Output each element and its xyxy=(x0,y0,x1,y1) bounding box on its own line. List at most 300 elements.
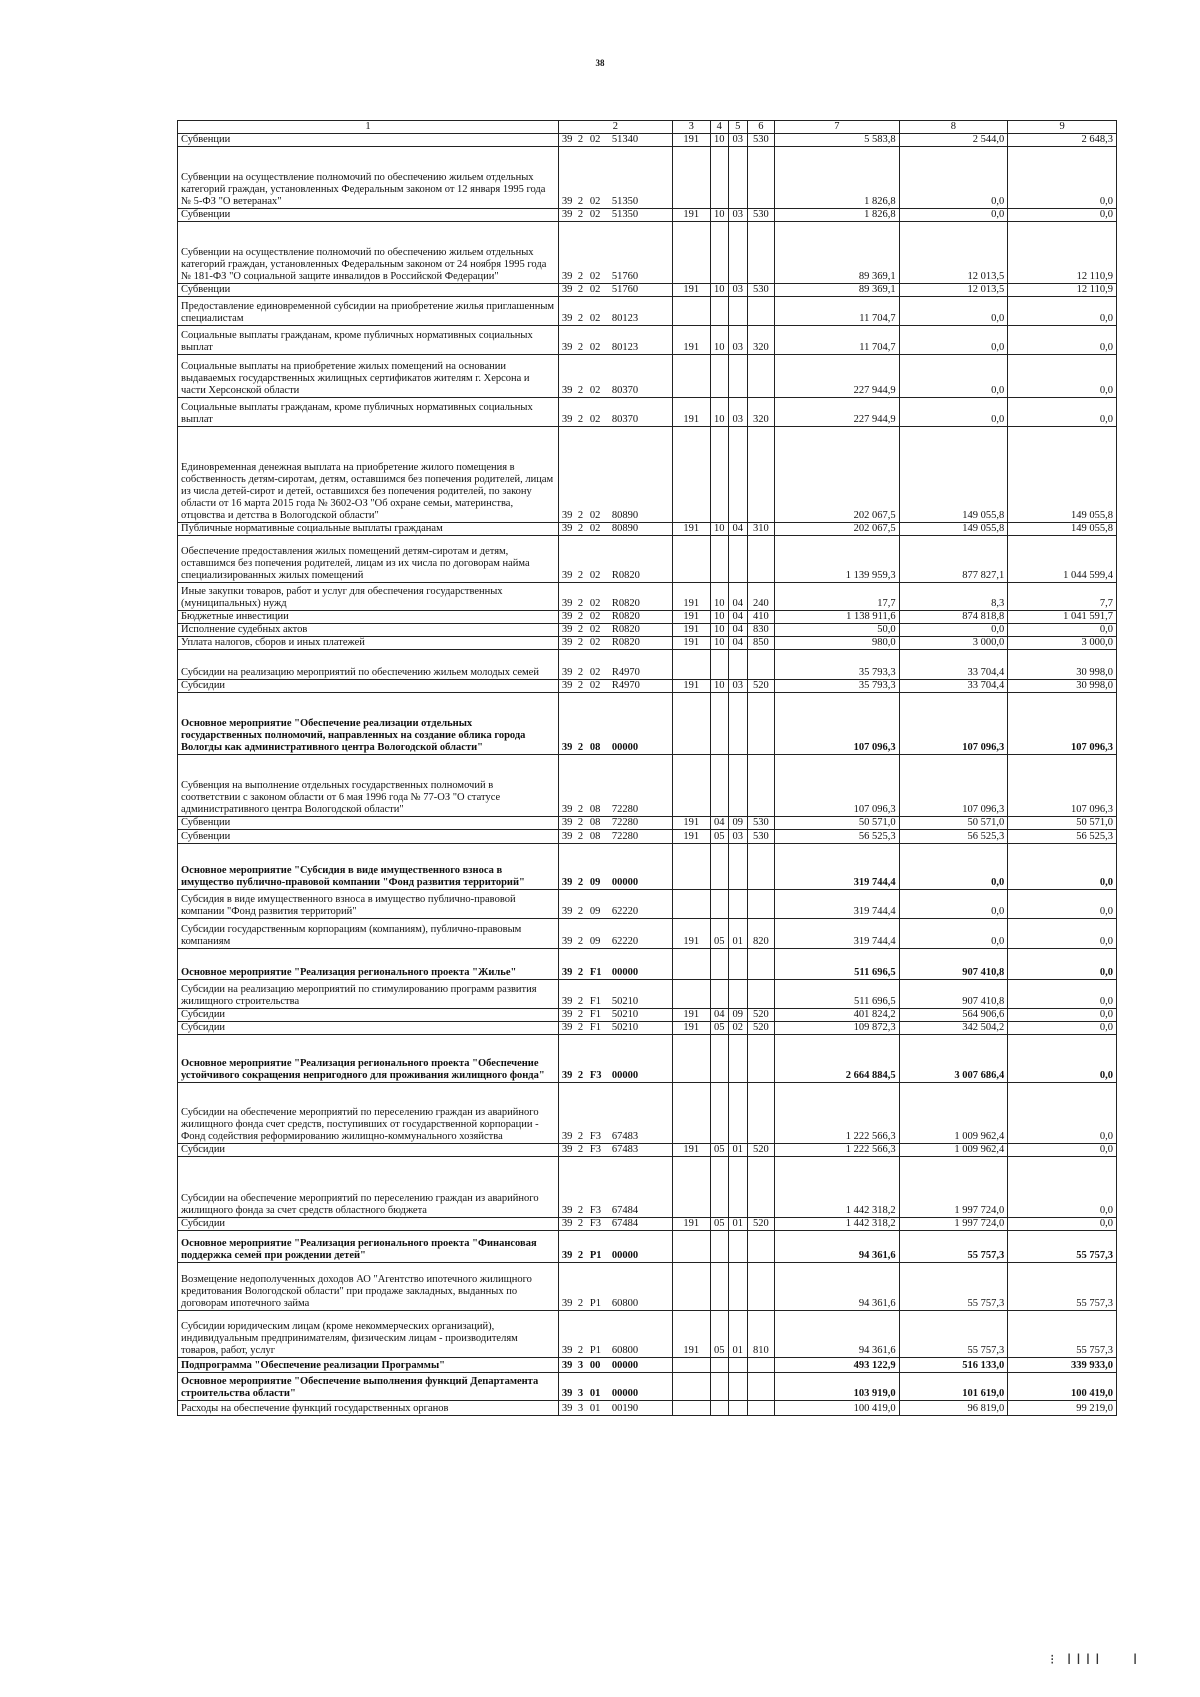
row-col3 xyxy=(672,755,710,817)
row-value-9: 0,0 xyxy=(1008,1218,1117,1231)
row-value-9: 0,0 xyxy=(1008,980,1117,1009)
row-code xyxy=(558,1231,672,1263)
row-value-8: 96 819,0 xyxy=(899,1401,1008,1416)
code-part: 08 xyxy=(589,831,601,842)
row-value-9: 2 648,3 xyxy=(1008,134,1117,147)
row-col4 xyxy=(710,1083,728,1144)
row-name: Обеспечение предоставления жилых помещений детям-сиротам и детям, оставшимся без попечения родителей, лицам из их числа по договорам найма специализированных жилых помещений xyxy=(178,536,559,583)
column-header: 3 xyxy=(672,121,710,134)
row-code xyxy=(558,949,672,980)
row-value-8: 101 619,0 xyxy=(899,1373,1008,1401)
row-col3 xyxy=(672,1231,710,1263)
code-part: P1 xyxy=(589,1345,601,1356)
table-body xyxy=(178,134,1117,1416)
table-row xyxy=(178,222,1117,284)
row-col5 xyxy=(728,1035,747,1083)
row-col6: 310 xyxy=(747,523,774,536)
row-value-8: 3 007 686,4 xyxy=(899,1035,1008,1083)
row-col5 xyxy=(728,693,747,755)
row-col4: 10 xyxy=(710,583,728,611)
row-name: Субсидии xyxy=(178,680,559,693)
column-header: 1 xyxy=(178,121,559,134)
row-col3: 191 xyxy=(672,830,710,844)
code-part: 02 xyxy=(589,196,601,207)
row-value-8: 1 997 724,0 xyxy=(899,1157,1008,1218)
code-part: 00000 xyxy=(611,742,639,753)
row-name: Иные закупки товаров, работ и услуг для обеспечения государственных (муниципальных) нужд xyxy=(178,583,559,611)
row-value-9: 99 219,0 xyxy=(1008,1401,1117,1416)
row-col6 xyxy=(747,693,774,755)
table-row xyxy=(178,1358,1117,1373)
row-value-8: 907 410,8 xyxy=(899,949,1008,980)
row-value-8: 0,0 xyxy=(899,844,1008,890)
row-value-8: 874 818,8 xyxy=(899,611,1008,624)
row-col4 xyxy=(710,1157,728,1218)
row-col5 xyxy=(728,1373,747,1401)
row-value-8: 907 410,8 xyxy=(899,980,1008,1009)
row-col4 xyxy=(710,355,728,398)
row-value-7: 109 872,3 xyxy=(775,1022,899,1035)
row-col4 xyxy=(710,755,728,817)
row-name: Субсидии на реализацию мероприятий по стимулированию программ развития жилищного строительства xyxy=(178,980,559,1009)
row-name: Субсидии xyxy=(178,1022,559,1035)
table-row xyxy=(178,1263,1117,1311)
row-col3 xyxy=(672,1157,710,1218)
code-part: 2 xyxy=(577,1250,584,1261)
row-value-9: 149 055,8 xyxy=(1008,523,1117,536)
row-value-9: 0,0 xyxy=(1008,1035,1117,1083)
code-part: F3 xyxy=(589,1144,601,1155)
row-value-7: 107 096,3 xyxy=(775,693,899,755)
row-name: Расходы на обеспечение функций государственных органов xyxy=(178,1401,559,1416)
row-col5 xyxy=(728,355,747,398)
row-col4: 10 xyxy=(710,326,728,355)
code-part: 00000 xyxy=(611,877,639,888)
row-col4 xyxy=(710,536,728,583)
row-code xyxy=(558,890,672,919)
row-value-9: 0,0 xyxy=(1008,209,1117,222)
code-part: F1 xyxy=(589,996,601,1007)
code-part: 02 xyxy=(589,209,601,220)
code-part: 39 xyxy=(561,414,573,425)
row-col4 xyxy=(710,980,728,1009)
table-row xyxy=(178,693,1117,755)
code-part: 2 xyxy=(577,906,584,917)
code-part: R4970 xyxy=(611,667,640,678)
row-col5: 01 xyxy=(728,919,747,949)
row-col5 xyxy=(728,1358,747,1373)
row-value-7: 227 944,9 xyxy=(775,398,899,427)
code-part: 62220 xyxy=(611,906,639,917)
code-part: 39 xyxy=(561,680,573,691)
row-value-8: 33 704,4 xyxy=(899,650,1008,680)
code-part: 39 xyxy=(561,817,573,828)
row-code xyxy=(558,1157,672,1218)
row-value-7: 319 744,4 xyxy=(775,844,899,890)
row-col3: 191 xyxy=(672,398,710,427)
row-col6: 820 xyxy=(747,919,774,949)
code-part: R0820 xyxy=(611,611,640,622)
row-col6: 530 xyxy=(747,209,774,222)
code-part: 02 xyxy=(589,510,601,521)
code-part: R0820 xyxy=(611,570,640,581)
row-col5: 04 xyxy=(728,637,747,650)
row-col4: 10 xyxy=(710,209,728,222)
row-name: Возмещение недополученных доходов АО "Агентство ипотечного жилищного кредитования Вологодской области" при продаже закладных, выданных по договорам ипотечного займа xyxy=(178,1263,559,1311)
table-row xyxy=(178,209,1117,222)
row-col5: 03 xyxy=(728,830,747,844)
code-part: 02 xyxy=(589,570,601,581)
row-name: Подпрограмма "Обеспечение реализации Программы" xyxy=(178,1358,559,1373)
row-name: Основное мероприятие "Реализация регионального проекта "Обеспечение устойчивого сокращения непригодного для проживания жилищного фонда" xyxy=(178,1035,559,1083)
row-col3: 191 xyxy=(672,1218,710,1231)
row-col5 xyxy=(728,755,747,817)
code-part: 39 xyxy=(561,271,573,282)
row-value-8: 0,0 xyxy=(899,890,1008,919)
row-value-7: 1 826,8 xyxy=(775,209,899,222)
row-col3: 191 xyxy=(672,624,710,637)
table-row xyxy=(178,817,1117,830)
row-name: Исполнение судебных актов xyxy=(178,624,559,637)
row-value-9: 30 998,0 xyxy=(1008,680,1117,693)
table-row xyxy=(178,1022,1117,1035)
code-part: 02 xyxy=(589,342,601,353)
row-col3: 191 xyxy=(672,611,710,624)
code-part: 39 xyxy=(561,804,573,815)
row-code xyxy=(558,297,672,326)
row-col4 xyxy=(710,1035,728,1083)
row-value-8: 8,3 xyxy=(899,583,1008,611)
row-code xyxy=(558,817,672,830)
code-part: 2 xyxy=(577,936,584,947)
row-value-9: 0,0 xyxy=(1008,1157,1117,1218)
code-part: 51350 xyxy=(611,209,639,220)
row-value-7: 319 744,4 xyxy=(775,890,899,919)
row-value-8: 1 997 724,0 xyxy=(899,1218,1008,1231)
row-col5 xyxy=(728,1401,747,1416)
row-col5: 03 xyxy=(728,134,747,147)
row-col3 xyxy=(672,980,710,1009)
table-row xyxy=(178,427,1117,523)
code-part: 2 xyxy=(577,342,584,353)
row-col5 xyxy=(728,147,747,209)
row-code xyxy=(558,1373,672,1401)
row-name: Субвенции xyxy=(178,830,559,844)
table-row xyxy=(178,1035,1117,1083)
row-col6: 850 xyxy=(747,637,774,650)
row-code xyxy=(558,523,672,536)
code-part: 39 xyxy=(561,877,573,888)
row-value-8: 0,0 xyxy=(899,398,1008,427)
column-header: 7 xyxy=(775,121,899,134)
code-part: 2 xyxy=(577,1345,584,1356)
row-col5 xyxy=(728,1157,747,1218)
column-header: 4 xyxy=(710,121,728,134)
code-part: 39 xyxy=(561,385,573,396)
code-part: 02 xyxy=(589,284,601,295)
row-name: Субвенции xyxy=(178,284,559,297)
row-value-8: 55 757,3 xyxy=(899,1231,1008,1263)
row-value-7: 94 361,6 xyxy=(775,1311,899,1358)
code-part: 2 xyxy=(577,1205,584,1216)
code-part: 2 xyxy=(577,877,584,888)
row-value-9: 7,7 xyxy=(1008,583,1117,611)
code-part: 00000 xyxy=(611,967,639,978)
row-value-7: 1 222 566,3 xyxy=(775,1144,899,1157)
row-col5 xyxy=(728,890,747,919)
row-value-8: 0,0 xyxy=(899,919,1008,949)
row-col4: 05 xyxy=(710,1144,728,1157)
table-row xyxy=(178,890,1117,919)
row-value-8: 877 827,1 xyxy=(899,536,1008,583)
table-row xyxy=(178,650,1117,680)
row-col4 xyxy=(710,297,728,326)
code-part: R0820 xyxy=(611,598,640,609)
column-header: 2 xyxy=(558,121,672,134)
row-value-9: 55 757,3 xyxy=(1008,1311,1117,1358)
code-part: R0820 xyxy=(611,637,640,648)
row-value-8: 149 055,8 xyxy=(899,523,1008,536)
row-col4 xyxy=(710,1373,728,1401)
row-value-7: 107 096,3 xyxy=(775,755,899,817)
table-row xyxy=(178,355,1117,398)
code-part: F1 xyxy=(589,1022,601,1033)
row-value-7: 94 361,6 xyxy=(775,1263,899,1311)
row-col3 xyxy=(672,693,710,755)
row-value-7: 100 419,0 xyxy=(775,1401,899,1416)
row-col3 xyxy=(672,536,710,583)
row-col4 xyxy=(710,1263,728,1311)
code-part: 39 xyxy=(561,1360,573,1371)
page-number: 38 xyxy=(595,58,605,68)
code-part: 39 xyxy=(561,284,573,295)
table-row xyxy=(178,949,1117,980)
code-part: 2 xyxy=(577,510,584,521)
row-code xyxy=(558,693,672,755)
row-col3: 191 xyxy=(672,523,710,536)
table-row xyxy=(178,398,1117,427)
row-name: Субсидии на обеспечение мероприятий по переселению граждан из аварийного жилищного фонда счет средств, поступивших от государственной корпорации - Фонд содействия реформированию жилищно-коммунального хозяйства xyxy=(178,1083,559,1144)
row-code xyxy=(558,398,672,427)
row-col3 xyxy=(672,427,710,523)
row-value-7: 511 696,5 xyxy=(775,980,899,1009)
row-col4 xyxy=(710,844,728,890)
code-part: 80370 xyxy=(611,414,639,425)
row-code xyxy=(558,1035,672,1083)
row-name: Социальные выплаты на приобретение жилых помещений на основании выдаваемых государственных жилищных сертификатов жителям г. Херсона и части Херсонской области xyxy=(178,355,559,398)
row-col5: 03 xyxy=(728,680,747,693)
row-code xyxy=(558,624,672,637)
row-col6 xyxy=(747,222,774,284)
row-col6 xyxy=(747,355,774,398)
row-col5: 04 xyxy=(728,611,747,624)
row-col6 xyxy=(747,297,774,326)
row-col5: 03 xyxy=(728,326,747,355)
code-part: 80123 xyxy=(611,342,639,353)
row-value-7: 1 442 318,2 xyxy=(775,1157,899,1218)
code-part: 39 xyxy=(561,510,573,521)
code-part: 2 xyxy=(577,385,584,396)
row-col6: 520 xyxy=(747,680,774,693)
code-part: 39 xyxy=(561,1144,573,1155)
row-col5 xyxy=(728,1231,747,1263)
row-value-7: 50,0 xyxy=(775,624,899,637)
row-value-7: 11 704,7 xyxy=(775,326,899,355)
row-col5: 01 xyxy=(728,1144,747,1157)
row-col6: 810 xyxy=(747,1311,774,1358)
row-value-9: 0,0 xyxy=(1008,919,1117,949)
code-part: 02 xyxy=(589,523,601,534)
row-value-9: 50 571,0 xyxy=(1008,817,1117,830)
code-part: 2 xyxy=(577,271,584,282)
code-part: 72280 xyxy=(611,831,639,842)
row-value-7: 319 744,4 xyxy=(775,919,899,949)
table-row xyxy=(178,134,1117,147)
row-value-9: 0,0 xyxy=(1008,297,1117,326)
row-code xyxy=(558,1263,672,1311)
row-col3: 191 xyxy=(672,326,710,355)
table-row xyxy=(178,844,1117,890)
scan-marks: ⁝ ǀǀǀǀ ǀ xyxy=(1050,1652,1141,1668)
row-value-7: 493 122,9 xyxy=(775,1358,899,1373)
row-code xyxy=(558,650,672,680)
code-part: 39 xyxy=(561,134,573,145)
row-col3: 191 xyxy=(672,1144,710,1157)
row-code xyxy=(558,284,672,297)
row-value-9: 3 000,0 xyxy=(1008,637,1117,650)
code-part: 2 xyxy=(577,1070,584,1081)
row-value-7: 17,7 xyxy=(775,583,899,611)
row-col6 xyxy=(747,890,774,919)
row-col4: 10 xyxy=(710,398,728,427)
table-row xyxy=(178,1009,1117,1022)
row-value-9: 0,0 xyxy=(1008,147,1117,209)
code-part: 39 xyxy=(561,624,573,635)
table-row xyxy=(178,583,1117,611)
code-part: 01 xyxy=(589,1403,601,1414)
row-col6: 520 xyxy=(747,1022,774,1035)
code-part: 2 xyxy=(577,611,584,622)
row-code xyxy=(558,1144,672,1157)
table-row xyxy=(178,326,1117,355)
row-code xyxy=(558,755,672,817)
row-name: Субвенции на осуществление полномочий по обеспечению жильем отдельных категорий граждан, установленных Федеральным законом от 24 ноября 1995 года № 181-ФЗ "О социальной защите инвалидов в Российской Федерации" xyxy=(178,222,559,284)
row-col3 xyxy=(672,147,710,209)
row-value-9: 339 933,0 xyxy=(1008,1358,1117,1373)
row-col5 xyxy=(728,949,747,980)
row-col5 xyxy=(728,1083,747,1144)
row-name: Субвенция на выполнение отдельных государственных полномочий в соответствии с законом области от 6 мая 1996 года № 77-ОЗ "О статусе административного центра Вологодской области" xyxy=(178,755,559,817)
code-part: 39 xyxy=(561,570,573,581)
row-col3 xyxy=(672,650,710,680)
row-col4: 10 xyxy=(710,523,728,536)
row-col4 xyxy=(710,222,728,284)
table-row xyxy=(178,624,1117,637)
code-part: 02 xyxy=(589,134,601,145)
row-name: Субсидии xyxy=(178,1009,559,1022)
code-part: 80370 xyxy=(611,385,639,396)
row-value-9: 55 757,3 xyxy=(1008,1263,1117,1311)
row-col3 xyxy=(672,1035,710,1083)
row-value-8: 0,0 xyxy=(899,209,1008,222)
row-value-8: 33 704,4 xyxy=(899,680,1008,693)
row-value-9: 0,0 xyxy=(1008,1083,1117,1144)
table-row xyxy=(178,1373,1117,1401)
code-part: 39 xyxy=(561,667,573,678)
row-value-7: 202 067,5 xyxy=(775,523,899,536)
row-col4: 05 xyxy=(710,1022,728,1035)
row-col6: 530 xyxy=(747,134,774,147)
row-value-7: 103 919,0 xyxy=(775,1373,899,1401)
code-part: 02 xyxy=(589,313,601,324)
row-col3 xyxy=(672,1263,710,1311)
row-value-9: 30 998,0 xyxy=(1008,650,1117,680)
row-name: Основное мероприятие "Реализация регионального проекта "Жилье" xyxy=(178,949,559,980)
row-code xyxy=(558,919,672,949)
row-value-9: 0,0 xyxy=(1008,326,1117,355)
code-part: 02 xyxy=(589,271,601,282)
code-part: 39 xyxy=(561,637,573,648)
code-part: 67484 xyxy=(611,1205,639,1216)
row-code xyxy=(558,1022,672,1035)
table-row xyxy=(178,536,1117,583)
row-value-9: 0,0 xyxy=(1008,949,1117,980)
row-col5 xyxy=(728,536,747,583)
row-col6: 530 xyxy=(747,284,774,297)
code-part: R4970 xyxy=(611,680,640,691)
row-col6 xyxy=(747,147,774,209)
row-code xyxy=(558,326,672,355)
code-part: 39 xyxy=(561,906,573,917)
code-part: 39 xyxy=(561,996,573,1007)
code-part: 72280 xyxy=(611,804,639,815)
code-part: 67484 xyxy=(611,1218,639,1229)
row-value-9: 100 419,0 xyxy=(1008,1373,1117,1401)
code-part: 39 xyxy=(561,1388,573,1399)
code-part: 02 xyxy=(589,414,601,425)
code-part: 08 xyxy=(589,804,601,815)
row-col6: 240 xyxy=(747,583,774,611)
row-col5 xyxy=(728,650,747,680)
row-code xyxy=(558,830,672,844)
code-part: 3 xyxy=(577,1403,584,1414)
row-col6 xyxy=(747,755,774,817)
row-value-8: 55 757,3 xyxy=(899,1263,1008,1311)
code-part: 39 xyxy=(561,598,573,609)
code-part: 3 xyxy=(577,1360,584,1371)
code-part: 2 xyxy=(577,1298,584,1309)
row-col4: 05 xyxy=(710,919,728,949)
row-code xyxy=(558,427,672,523)
row-value-8: 0,0 xyxy=(899,147,1008,209)
code-part: 02 xyxy=(589,680,601,691)
row-col5: 09 xyxy=(728,1009,747,1022)
code-part: 2 xyxy=(577,570,584,581)
row-col3: 191 xyxy=(672,284,710,297)
row-col3 xyxy=(672,844,710,890)
row-name: Субсидии на обеспечение мероприятий по переселению граждан из аварийного жилищного фонда за счет средств областного бюджета xyxy=(178,1157,559,1218)
row-col4 xyxy=(710,1358,728,1373)
row-col4: 10 xyxy=(710,134,728,147)
row-col6: 530 xyxy=(747,830,774,844)
code-part: 39 xyxy=(561,1022,573,1033)
row-col3: 191 xyxy=(672,680,710,693)
row-col4: 10 xyxy=(710,624,728,637)
row-value-8: 2 544,0 xyxy=(899,134,1008,147)
row-col3 xyxy=(672,1083,710,1144)
table-row xyxy=(178,1231,1117,1263)
code-part: 2 xyxy=(577,209,584,220)
